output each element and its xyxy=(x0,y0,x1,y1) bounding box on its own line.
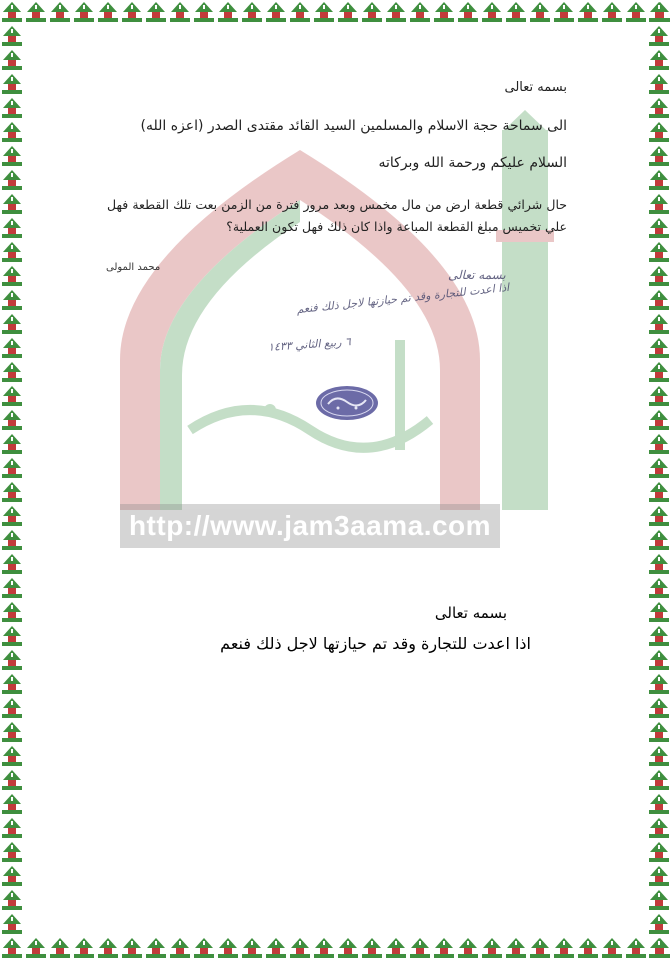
letter-sender: محمد المولى xyxy=(106,262,161,273)
office-seal-stamp xyxy=(314,384,380,422)
answer-title: بسمه تعالى xyxy=(434,604,507,622)
decorative-border-bottom xyxy=(0,936,671,960)
decorative-border-top xyxy=(0,0,671,24)
letter-question: حال شرائي قطعة ارض من مال مخمس وبعد مرور فترة من الزمن بعت تلك القطعة فهل علي تخميس مبلغ القطعة المباعة واذا كان ذلك فهل تكون العملية؟ xyxy=(107,197,567,234)
letter-salutation: السلام عليكم ورحمة الله وبركاته xyxy=(378,155,567,171)
handwritten-reply: اذا اعدت للتجارة وقد تم حيازتها لاجل ذلك فنعم xyxy=(295,280,510,317)
letter-addressee: الى سماحة حجة الاسلام والمسلمين السيد القائد مقتدى الصدر (اعزه الله) xyxy=(140,118,567,134)
letter-greeting: بسمه تعالى xyxy=(504,80,567,95)
handwritten-greeting: بسمه تعالى xyxy=(448,268,506,282)
handwritten-date: ٦ ربيع الثاني ١٤٣٣ xyxy=(267,335,352,354)
decorative-border-left xyxy=(0,0,24,960)
decorative-border-right xyxy=(647,0,671,960)
answer-text: اذا اعدت للتجارة وقد تم حيازتها لاجل ذلك فنعم xyxy=(220,634,531,653)
watermark-url: http://www.jam3aama.com xyxy=(120,504,500,548)
